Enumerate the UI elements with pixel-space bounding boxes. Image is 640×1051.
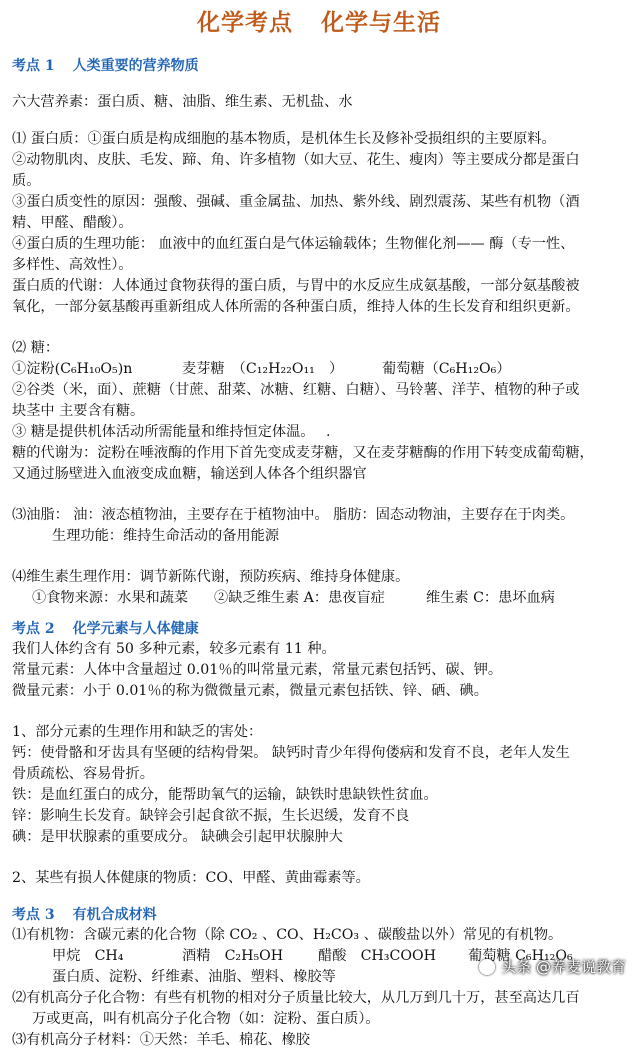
text-line: 2、某些有损人体健康的物质：CO、甲醛、黄曲霉素等。 bbox=[12, 870, 370, 886]
text-line: 蛋白质的代谢：人体通过食物获得的蛋白质，与胃中的水反应生成氨基酸，一部分氨基酸被 bbox=[12, 278, 580, 294]
text-line: 质。 bbox=[12, 173, 41, 189]
text-line: 块茎中 主要含有糖。 bbox=[12, 403, 145, 419]
text-line: 碘：是甲状腺素的重要成分。 缺碘会引起甲状腺肿大 bbox=[12, 829, 343, 845]
section-title: 有机合成材料 bbox=[72, 907, 157, 923]
text-line: ⑶油脂： 油：液态植物油，主要存在于植物油中。 脂肪：固态动物油，主要存在于肉类。 bbox=[12, 507, 575, 523]
text-line: 我们人体约含有 50 多种元素，较多元素有 11 种。 bbox=[12, 641, 336, 657]
text-line: ②动物肌肉、皮肤、毛发、蹄、角、许多植物（如大豆、花生、瘦肉）等主要成分都是蛋白 bbox=[12, 152, 580, 168]
title-part-b: 化学与生活 bbox=[321, 9, 441, 36]
text-line: ⑷维生素生理作用：调节新陈代谢，预防疾病、维持身体健康。 bbox=[12, 569, 410, 585]
ethanol-formula: 酒精 C₂H₅OH bbox=[182, 948, 284, 964]
text-line: ②谷类（米，面）、蔗糖（甘蔗、甜菜、冰糖、红糖、白糖）、马铃薯、洋芋、植物的种子或 bbox=[12, 382, 580, 398]
text-line: 精、甲醛、醋酸）。 bbox=[12, 215, 133, 231]
text-line: ⑴ 蛋白质：①蛋白质是构成细胞的基本物质，是机体生长及修补受损组织的主要原料。 bbox=[12, 131, 556, 147]
section-heading-3 bbox=[12, 905, 626, 925]
text-line: 骨质疏松、容易骨折。 bbox=[12, 766, 154, 782]
text-line: ⑶有机高分子材料：①天然：羊毛、棉花、橡胶 bbox=[12, 1032, 310, 1048]
functions-block bbox=[12, 722, 626, 848]
text-line: 铁：是血红蛋白的成分，能帮助氧气的运输，缺铁时患缺铁性贫血。 bbox=[12, 787, 438, 803]
title-part-a: 化学考点 bbox=[197, 9, 293, 36]
text-line: 常量元素：人体中含量超过 0.01％的叫常量元素，常量元素包括钙、碳、钾。 bbox=[12, 662, 503, 678]
text-line: 万或更高，叫有机高分子化合物（如：淀粉、蛋白质）。 bbox=[32, 1011, 380, 1027]
text-line: ⑴有机物：含碳元素的化合物（除 CO₂ 、CO、H₂CO₃ 、碳酸盐以外）常见的有机物。 bbox=[12, 927, 563, 943]
text-line: ③ 糖是提供机体活动所需能量和维持恒定体温。 . bbox=[12, 424, 331, 440]
organic-block bbox=[12, 925, 626, 1051]
text-line: 多样性、高效性）。 bbox=[12, 257, 133, 273]
text-line: ④蛋白质的生理功能： 血液中的血红蛋白是气体运输载体；生物催化剂—— 酶（专一性、 bbox=[12, 236, 575, 252]
glucose-formula: 葡萄糖（C₆H₁₂O₆） bbox=[382, 361, 511, 377]
section-heading-1 bbox=[12, 56, 626, 76]
page-title bbox=[12, 8, 626, 38]
text-line: 蛋白质、淀粉、纤维素、油脂、塑料、橡胶等 bbox=[52, 969, 336, 985]
text-line: ⑵ 糖： bbox=[12, 340, 60, 356]
vitamin-a-lack: ②缺乏维生素 A：患夜盲症 bbox=[214, 590, 385, 606]
acetic-acid-formula: 醋酸 CH₃COOH bbox=[318, 948, 436, 964]
watermark bbox=[479, 956, 626, 977]
text-line: 氧化，一部分氨基酸再重新组成人体所需的各种蛋白质，维持人体的生长发育和组织更新。 bbox=[12, 299, 580, 315]
vitamin-source: ①食物来源：水果和蔬菜 bbox=[32, 590, 189, 606]
section-number: 考点 2 bbox=[12, 621, 55, 637]
protein-block bbox=[12, 129, 626, 318]
vitamin-detail-line bbox=[12, 588, 626, 609]
camera-icon bbox=[479, 959, 495, 975]
text-line: 糖的代谢为：淀粉在唾液酶的作用下首先变成麦芽糖，又在麦芽糖酶的作用下转变成葡萄糖， bbox=[12, 445, 594, 461]
vitamin-block bbox=[12, 567, 626, 609]
maltose-formula: 麦芽糖 （C₁₂H₂₂O₁₁ ） bbox=[182, 361, 344, 377]
text-line: ⑵有机高分子化合物：有些有机物的相对分子质量比较大，从几万到几十万，甚至高达几百 bbox=[12, 990, 580, 1006]
section-number: 考点 1 bbox=[12, 58, 55, 74]
methane-formula: 甲烷 CH₄ bbox=[52, 948, 124, 964]
text-line: 锌：影响生长发育。缺锌会引起食欲不振，生长迟缓，发育不良 bbox=[12, 808, 410, 824]
text-line: 微量元素：小于 0.01％的称为微微量元素，微量元素包括铁、锌、硒、碘。 bbox=[12, 683, 488, 699]
watermark-text: 头条 @养麦说教育 bbox=[501, 958, 626, 976]
section-title: 人类重要的营养物质 bbox=[72, 58, 199, 74]
text-line: 钙：使骨骼和牙齿具有坚硬的结构骨架。 缺钙时青少年得佝偻病和发育不良，老年人发生 bbox=[12, 745, 570, 761]
oil-block bbox=[12, 505, 626, 547]
text-line: 1、部分元素的生理作用和缺乏的害处： bbox=[12, 724, 263, 740]
section-title: 化学元素与人体健康 bbox=[72, 621, 199, 637]
glucose-formula: 葡萄糖 C₆H₁₂O₆ bbox=[468, 948, 573, 964]
sugar-block bbox=[12, 338, 626, 485]
text-line: 又通过肠壁进入血液变成血糖，输送到人体各个组织器官 bbox=[12, 466, 367, 482]
text-line: 六大营养素：蛋白质、糖、油脂、维生素、无机盐、水 bbox=[12, 94, 353, 110]
elements-block bbox=[12, 639, 626, 702]
text-line: ③蛋白质变性的原因：强酸、强碱、重金属盐、加热、紫外线、剧烈震荡、某些有机物（酒 bbox=[12, 194, 580, 210]
vitamin-c-lack: 维生素 C：患坏血病 bbox=[426, 590, 555, 606]
text-line: 生理功能：维持生命活动的备用能源 bbox=[52, 528, 280, 544]
section-number: 考点 3 bbox=[12, 907, 55, 923]
starch-formula: ①淀粉(C₆H₁₀O₅)n bbox=[12, 361, 133, 377]
section-heading-2 bbox=[12, 619, 626, 639]
sugar-formulas-line bbox=[12, 359, 626, 380]
